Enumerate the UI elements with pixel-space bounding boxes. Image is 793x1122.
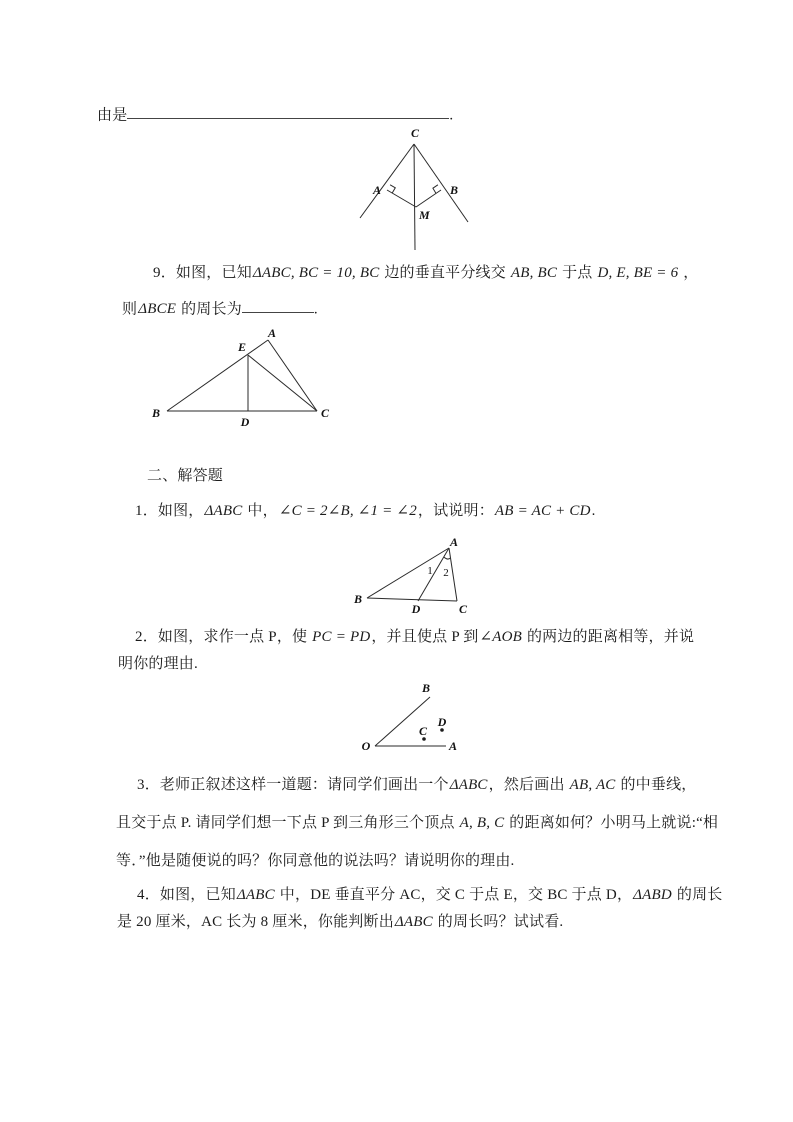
text-segment: ΔABC	[394, 914, 433, 930]
text-segment: ，使	[276, 629, 312, 645]
text-segment: 中，	[275, 887, 311, 903]
text-segment: 于点	[465, 887, 504, 903]
fig3-label-c: C	[458, 602, 468, 615]
text-segment: 3．老师正叙述这样一道题：请同学们画出一个	[137, 777, 449, 793]
text-segment: 垂直平分	[330, 887, 400, 903]
fig4-label-o: O	[361, 739, 371, 753]
fig2-label-d: D	[240, 415, 250, 429]
text-segment: 9．如图，已知	[153, 265, 252, 281]
problem9-answer-blank	[242, 298, 314, 313]
text-segment: 的周长吗？试试看.	[433, 914, 564, 930]
text-segment: 的中垂线，	[616, 777, 697, 793]
text-segment: P	[268, 629, 277, 645]
problem3-line3	[116, 851, 515, 871]
figure-angle-aob	[358, 678, 462, 758]
text-segment: 到	[459, 629, 479, 645]
figure-angle-aob-geometry	[375, 697, 446, 746]
angle-arc-a	[444, 557, 451, 559]
text-segment: ，交	[512, 887, 548, 903]
fill-blank-prefix: 由是	[97, 107, 128, 124]
text-segment: AB = AC + CD	[494, 503, 591, 519]
fig1-label-b: B	[449, 183, 459, 197]
problem9-line1	[153, 263, 698, 283]
problem3-line1	[137, 775, 696, 795]
text-segment: .	[591, 503, 596, 519]
problem4-line1	[137, 885, 723, 905]
problem3-line2	[116, 813, 718, 833]
figure-perpendicular-bisector	[145, 326, 345, 432]
text-segment: E	[503, 887, 513, 903]
text-segment: ，	[616, 887, 633, 903]
text-segment: PC = PD	[312, 629, 371, 645]
fig2-label-a: A	[267, 326, 277, 340]
text-segment: ∠C = 2∠B, ∠1 = ∠2	[278, 503, 417, 519]
text-segment: ，交	[420, 887, 455, 903]
text-segment: 1．如图，	[135, 503, 204, 519]
fig3-label-b: B	[353, 592, 363, 606]
fig1-label-a: A	[372, 183, 382, 197]
text-segment: 的周长	[672, 887, 723, 903]
text-segment: P	[451, 629, 460, 645]
fig3-label-angle2: 2	[443, 567, 449, 579]
text-segment: DE	[310, 887, 331, 903]
section2-title: 二、解答题	[147, 468, 224, 484]
text-segment: 等．”他是随便说的吗？你同意他的说法吗？请说明你的理由.	[116, 853, 515, 869]
text-segment: ∠AOB	[479, 629, 522, 645]
text-segment: 2．如图，求作一点	[135, 629, 269, 645]
fig1-label-m: M	[419, 208, 430, 222]
text-segment: 中，	[243, 503, 278, 519]
figure-perpendicular-segments	[350, 122, 490, 252]
figure-angle-bisector-triangle	[350, 538, 475, 615]
text-segment: ，	[679, 265, 699, 281]
text-segment: 明你的理由.	[118, 656, 198, 672]
fill-blank-period: .	[449, 107, 454, 124]
text-segment: 于点	[567, 887, 606, 903]
text-segment: 到三角形三个顶点	[329, 815, 459, 831]
text-segment: AB, AC	[569, 777, 616, 793]
text-segment: D, E, BE = 6	[597, 265, 679, 281]
fig2-label-c: C	[320, 406, 330, 420]
text-segment: 长为 8 厘米，你能判断出	[222, 914, 394, 930]
text-segment: ，试说明：	[417, 503, 494, 519]
text-segment: P	[180, 815, 188, 831]
text-segment: P	[321, 815, 330, 831]
text-segment: 且交于点	[116, 815, 181, 831]
text-segment: ΔABC, BC = 10, BC	[252, 265, 380, 281]
fig2-label-b: B	[151, 406, 161, 420]
text-segment: ，并且使点	[371, 629, 452, 645]
text-segment: AC	[201, 914, 223, 930]
problem9-line2-text	[122, 301, 242, 317]
text-segment: BC	[547, 887, 568, 903]
text-segment: C	[454, 887, 466, 903]
text-segment: 于点	[558, 265, 597, 281]
fig4-label-b: B	[421, 681, 431, 695]
fig4-label-c: C	[418, 724, 428, 738]
text-segment: 4．如图，已知	[137, 887, 236, 903]
fig2-label-e: E	[237, 340, 246, 354]
text-segment: ΔABC	[449, 777, 488, 793]
text-segment: ΔABC	[236, 887, 275, 903]
text-segment: ΔBCE	[138, 301, 177, 318]
text-segment: 的周长为	[177, 301, 242, 318]
text-segment: A, B, C	[459, 815, 505, 831]
fill-blank-underline	[127, 104, 449, 119]
problem1-line1	[135, 501, 596, 521]
text-segment: ΔABC	[204, 503, 243, 519]
text-segment: AB, BC	[510, 265, 558, 281]
text-segment: 则	[122, 301, 138, 318]
text-segment: AC	[399, 887, 421, 903]
text-segment: ，然后画出	[488, 777, 569, 793]
text-segment: . 请同学们想一下点	[187, 815, 322, 831]
problem9-line2	[122, 298, 318, 319]
fig3-label-a: A	[449, 538, 459, 549]
fig4-label-a: A	[448, 739, 458, 753]
problem2-line1	[135, 627, 694, 647]
text-segment: 是 20 厘米，	[117, 914, 202, 930]
fig3-label-d: D	[411, 602, 421, 615]
text-segment: D	[605, 887, 617, 903]
problem4-line2	[117, 912, 563, 932]
problem9-line2-period: .	[313, 301, 318, 318]
text-segment: ΔABD	[633, 887, 672, 903]
text-segment: 的两边的距离相等，并说	[523, 629, 695, 645]
figure-perpendicular-segments-geometry	[360, 144, 468, 250]
fig3-label-angle1: 1	[427, 565, 433, 577]
fig4-label-d: D	[437, 715, 447, 729]
text-segment: 边的垂直平分线交	[380, 265, 510, 281]
problem2-line2	[118, 654, 198, 674]
fig1-label-c: C	[410, 126, 420, 140]
text-segment: 的距离如何？小明马上就说:“相	[505, 815, 719, 831]
